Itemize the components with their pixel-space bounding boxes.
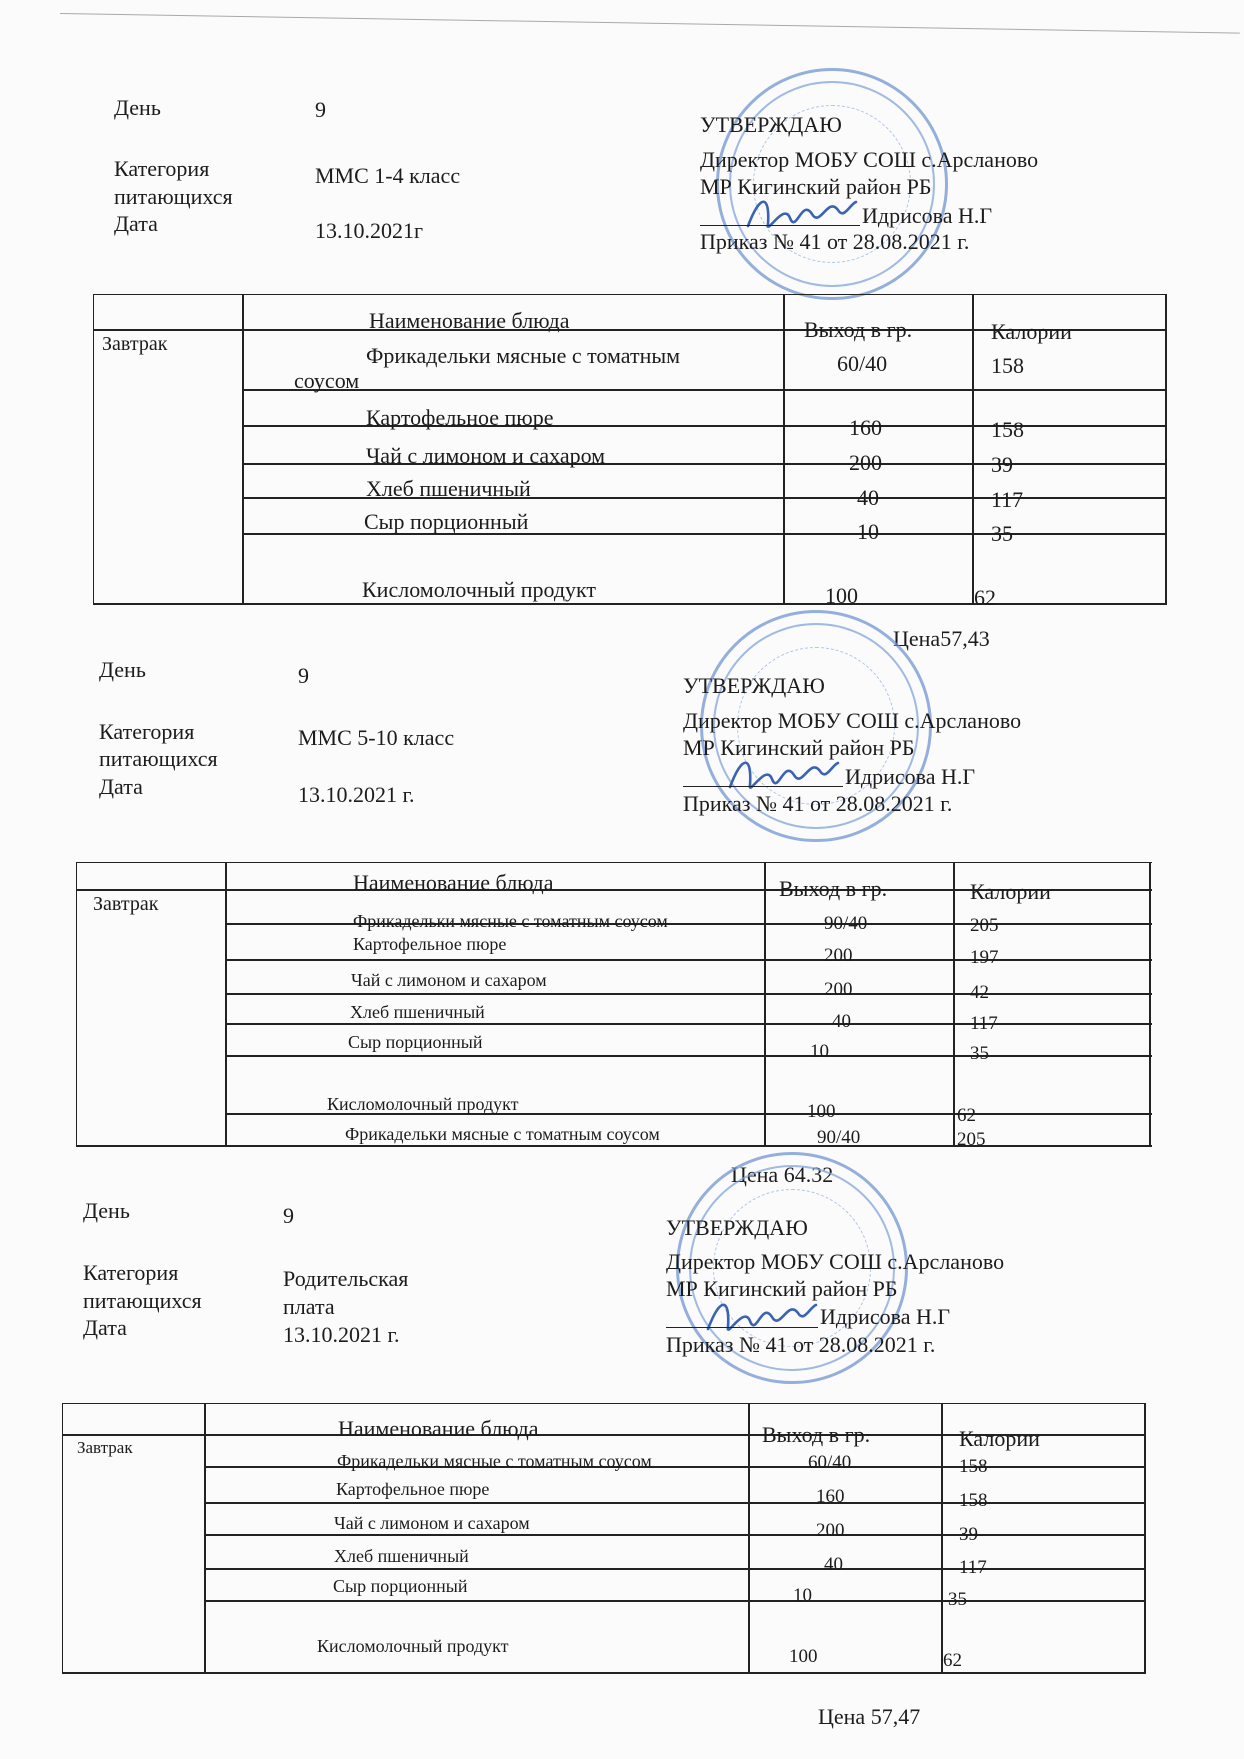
dish-name: Хлеб пшеничный <box>366 476 531 501</box>
day-label: День <box>83 1198 130 1223</box>
dish-yield: 10 <box>810 1041 829 1062</box>
approve-district: МР Кигинский район РБ <box>666 1276 898 1301</box>
dish-name: Сыр порционный <box>333 1576 468 1596</box>
dish-calories: 205 <box>957 1129 986 1150</box>
day-label: День <box>99 657 146 682</box>
approve-position: Директор МОБУ СОШ с.Арсланово <box>683 708 1022 733</box>
header-dish: Наименование блюда <box>369 308 570 333</box>
approve-district: МР Кигинский район РБ <box>683 735 915 760</box>
dish-calories: 117 <box>959 1557 987 1578</box>
category-label: Категория <box>83 1260 179 1285</box>
signature-line <box>666 1327 818 1328</box>
dish-name: Кисломолочный продукт <box>327 1094 519 1114</box>
header-dish: Наименование блюда <box>338 1416 539 1441</box>
date-label: Дата <box>114 211 158 236</box>
date-value: 13.10.2021 г. <box>298 782 415 807</box>
dish-name: Хлеб пшеничный <box>334 1546 469 1566</box>
header-calories: Калории <box>970 879 1051 904</box>
date-value: 13.10.2021 г. <box>283 1322 400 1347</box>
category-label: Категория <box>99 719 195 744</box>
dish-calories: 35 <box>970 1043 989 1064</box>
dish-calories: 62 <box>957 1105 976 1126</box>
approve-order: Приказ № 41 от 28.08.2021 г. <box>683 791 953 816</box>
dish-calories: 62 <box>974 585 996 610</box>
meal-label: Завтрак <box>93 893 159 915</box>
header-calories: Калории <box>991 319 1072 344</box>
dish-yield: 90/40 <box>824 913 868 934</box>
dish-yield: 10 <box>793 1585 812 1606</box>
dish-yield: 160 <box>816 1486 845 1507</box>
dish-name: Фрикадельки мясные с томатным <box>366 343 681 368</box>
dish-yield: 200 <box>824 945 853 966</box>
dish-calories: 117 <box>970 1013 998 1034</box>
header-yield: Выход в гр. <box>779 876 888 901</box>
category-label-line2: питающихся <box>114 184 233 209</box>
approve-title: УТВЕРЖДАЮ <box>666 1215 808 1240</box>
dish-yield: 60/40 <box>837 351 888 376</box>
dish-name: Хлеб пшеничный <box>350 1002 485 1022</box>
meal-label: Завтрак <box>102 333 168 355</box>
dish-calories: 117 <box>991 487 1024 512</box>
menu-table <box>93 294 1167 610</box>
dish-yield: 100 <box>807 1101 836 1122</box>
approve-title: УТВЕРЖДАЮ <box>683 673 825 698</box>
approve-title: УТВЕРЖДАЮ <box>700 112 842 137</box>
approve-position: Директор МОБУ СОШ с.Арсланово <box>666 1249 1005 1274</box>
dish-calories: 205 <box>970 915 999 936</box>
dish-yield: 40 <box>857 485 879 510</box>
dish-calories: 42 <box>970 982 989 1003</box>
header-dish: Наименование блюда <box>353 870 554 895</box>
day-value: 9 <box>298 663 309 688</box>
dish-yield: 200 <box>816 1520 845 1541</box>
dish-calories: 158 <box>959 1490 988 1511</box>
dish-name: Чай с лимоном и сахаром <box>351 970 547 990</box>
price: Цена57,43 <box>893 626 990 651</box>
category-value: ММС 5-10 класс <box>298 725 455 750</box>
date-label: Дата <box>99 774 143 799</box>
header-yield: Выход в гр. <box>762 1422 871 1447</box>
header-calories: Калории <box>959 1426 1040 1451</box>
dish-calories: 62 <box>943 1650 962 1671</box>
dish-yield: 200 <box>849 450 882 475</box>
dish-yield: 90/40 <box>817 1127 861 1148</box>
dish-yield: 10 <box>857 519 879 544</box>
meal-label: Завтрак <box>77 1438 133 1457</box>
dish-yield: 40 <box>824 1554 843 1575</box>
dish-yield: 200 <box>824 979 853 1000</box>
category-label: Категория <box>114 156 210 181</box>
dish-calories: 39 <box>959 1524 978 1545</box>
header-yield: Выход в гр. <box>804 317 913 342</box>
dish-calories: 158 <box>991 417 1024 442</box>
approve-order: Приказ № 41 от 28.08.2021 г. <box>700 229 970 254</box>
dish-name: Кисломолочный продукт <box>362 577 597 602</box>
dish-name: Сыр порционный <box>364 509 529 534</box>
category-value: ММС 1-4 класс <box>315 163 461 188</box>
dish-name-line2: соусом <box>294 368 360 393</box>
category-label-line2: питающихся <box>83 1288 202 1313</box>
dish-yield: 40 <box>832 1011 851 1032</box>
signature-line <box>700 225 860 226</box>
menu-table <box>76 862 1152 1150</box>
dish-name: Чай с лимоном и сахаром <box>334 1513 530 1533</box>
date-label: Дата <box>83 1315 127 1340</box>
menu-table <box>62 1403 1146 1674</box>
dish-calories: 35 <box>991 521 1013 546</box>
dish-name: Картофельное пюре <box>353 934 507 954</box>
dish-name: Фрикадельки мясные с томатным соусом <box>337 1451 652 1471</box>
date-value: 13.10.2021г <box>315 218 424 243</box>
price: Цена 57,47 <box>818 1704 921 1729</box>
dish-yield: 60/40 <box>808 1452 852 1473</box>
approve-order: Приказ № 41 от 28.08.2021 г. <box>666 1332 936 1357</box>
day-label: День <box>114 95 161 120</box>
dish-name: Картофельное пюре <box>366 405 554 430</box>
dish-calories: 197 <box>970 947 999 968</box>
dish-name: Фрикадельки мясные с томатным соусом <box>345 1124 660 1144</box>
day-value: 9 <box>283 1203 294 1228</box>
dish-name: Картофельное пюре <box>336 1479 490 1499</box>
price: Цена 64.32 <box>731 1162 834 1187</box>
category-value-line2: плата <box>283 1294 335 1319</box>
dish-calories: 158 <box>991 353 1024 378</box>
approve-name: Идрисова Н.Г <box>862 203 993 228</box>
category-label-line2: питающихся <box>99 746 218 771</box>
dish-name: Кисломолочный продукт <box>317 1636 509 1656</box>
approve-position: Директор МОБУ СОШ с.Арсланово <box>700 147 1039 172</box>
dish-yield: 100 <box>825 583 858 608</box>
approve-district: МР Кигинский район РБ <box>700 174 932 199</box>
signature-line <box>683 786 843 787</box>
dish-yield: 160 <box>849 415 882 440</box>
scan-edge-line <box>60 13 1240 34</box>
dish-name: Чай с лимоном и сахаром <box>366 443 606 468</box>
approve-name: Идрисова Н.Г <box>820 1304 951 1329</box>
dish-calories: 35 <box>948 1589 967 1610</box>
dish-yield: 100 <box>789 1646 818 1667</box>
dish-calories: 39 <box>991 452 1013 477</box>
approve-name: Идрисова Н.Г <box>845 764 976 789</box>
day-value: 9 <box>315 97 326 122</box>
dish-calories: 158 <box>959 1456 988 1477</box>
category-value: Родительская <box>283 1266 409 1291</box>
dish-name: Сыр порционный <box>348 1032 483 1052</box>
dish-name: Фрикадельки мясные с томатным соусом <box>353 911 668 931</box>
